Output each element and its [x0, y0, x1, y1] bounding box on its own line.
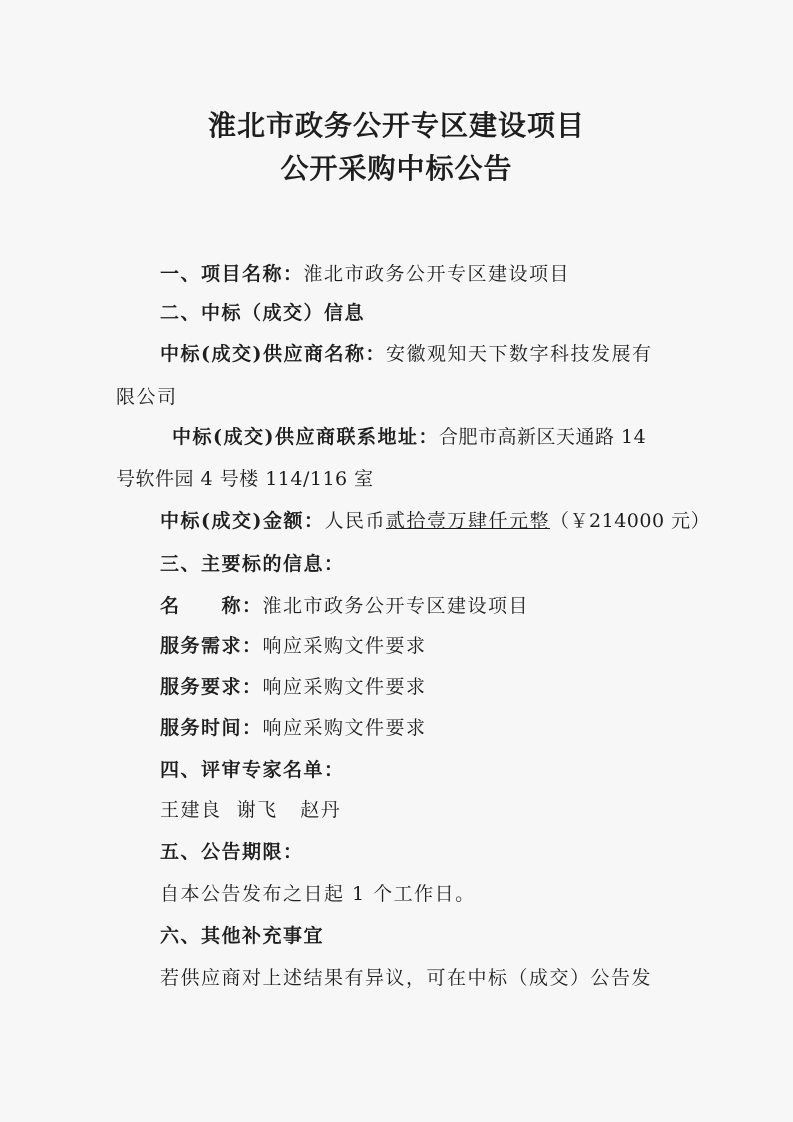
expert-list-heading: 四、评审专家名单： [160, 759, 345, 781]
award-amount-words: 贰拾壹万肆仟元整 [386, 510, 551, 532]
award-amount-prefix: 人民币 [324, 510, 386, 532]
supplier-address-value: 合肥市高新区天通路 14 [438, 426, 647, 448]
service-requirement-row [160, 675, 427, 699]
other-matters-heading: 六、其他补充事宜 [160, 925, 325, 947]
supplier-name-value: 安徽观知天下数字科技发展有 [385, 343, 653, 365]
award-amount-number: （￥214000 元） [550, 510, 711, 532]
award-info-heading: 二、中标（成交）信息 [160, 302, 366, 324]
main-subject-heading: 三、主要标的信息： [160, 553, 345, 575]
supplier-address-continuation: 号软件园 4 号楼 114/116 室 [116, 468, 374, 490]
project-name-label: 一、项目名称： [160, 263, 304, 285]
award-amount-label: 中标(成交)金额： [160, 510, 325, 532]
service-demand-row [160, 634, 427, 658]
supplier-address-label: 中标(成交)供应商联系地址： [172, 426, 439, 448]
service-requirement-label: 服务要求： [160, 676, 263, 698]
project-name-value: 淮北市政务公开专区建设项目 [303, 263, 571, 285]
notice-period-heading: 五、公告期限： [160, 841, 304, 863]
subject-name-label: 名 称： [160, 595, 263, 617]
service-demand-label: 服务需求： [160, 635, 263, 657]
supplier-address-row [172, 425, 646, 449]
subject-name-row [160, 594, 529, 618]
subject-name-value: 淮北市政务公开专区建设项目 [262, 595, 530, 617]
service-time-row [160, 716, 427, 740]
service-time-label: 服务时间： [160, 717, 263, 739]
service-time-value: 响应采购文件要求 [262, 717, 427, 739]
supplier-name-row [160, 342, 653, 366]
supplier-name-continuation: 限公司 [116, 386, 178, 408]
expert-names: 王建良 谢飞 赵丹 [160, 799, 342, 821]
document-title-line1: 淮北市政务公开专区建设项目 [207, 109, 585, 142]
other-matters-text: 若供应商对上述结果有异议，可在中标（成交）公告发 [160, 967, 653, 989]
project-name-row [160, 262, 570, 286]
service-requirement-value: 响应采购文件要求 [262, 676, 427, 698]
supplier-name-label: 中标(成交)供应商名称： [160, 343, 386, 365]
notice-period-text: 自本公告发布之日起 1 个工作日。 [160, 883, 476, 905]
service-demand-value: 响应采购文件要求 [262, 635, 427, 657]
award-amount-row [160, 509, 710, 533]
document-title-line2: 公开采购中标公告 [280, 152, 513, 185]
